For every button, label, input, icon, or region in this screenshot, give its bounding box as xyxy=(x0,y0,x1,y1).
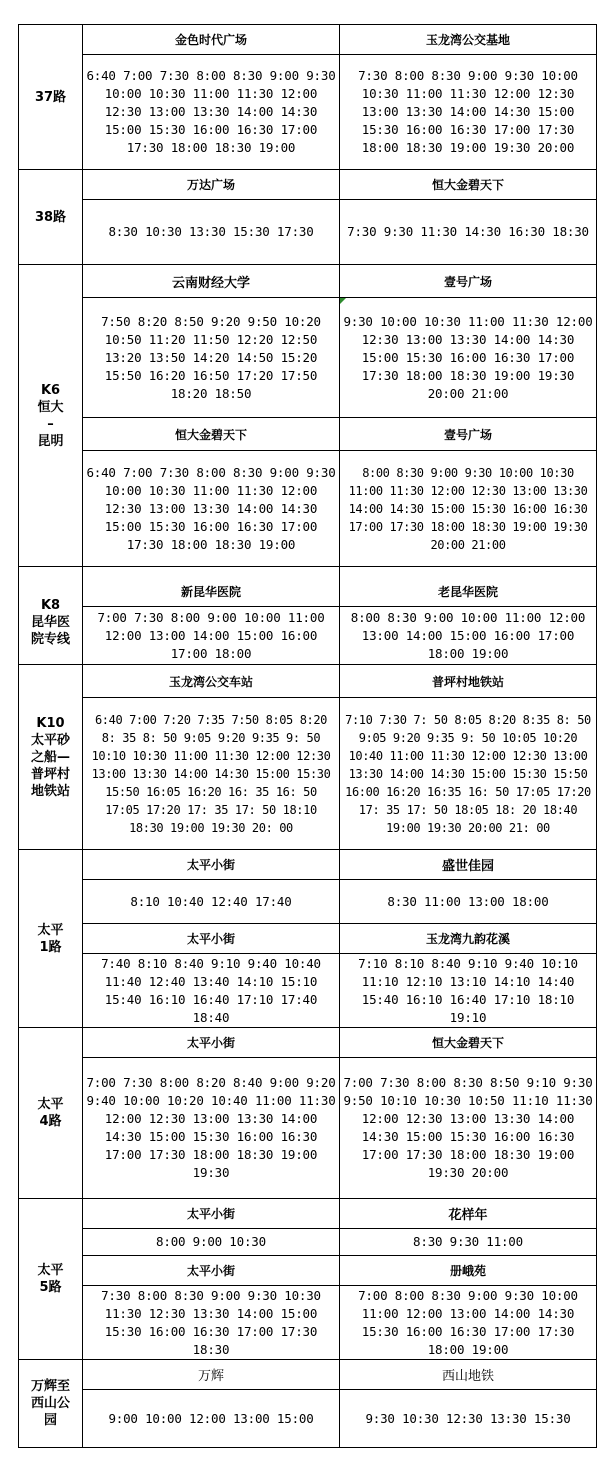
departure-times: 6:40 7:00 7:30 8:00 8:30 9:00 9:30 10:00 10:30 11:00 11:30 12:00 12:30 13:00 13:30 14:00 14:30 15:00 15:30 16:00 16:30 17:00 17:30 18:00 18:30 19:00 xyxy=(83,55,340,170)
departure-times: 7:30 9:30 11:30 14:30 16:30 18:30 xyxy=(340,200,597,265)
table-row xyxy=(19,1028,597,1058)
stop-name: 太平小街 xyxy=(83,924,340,954)
table-row xyxy=(19,665,597,698)
departure-times: 7:30 8:00 8:30 9:00 9:30 10:30 11:30 12:30 13:30 14:00 15:00 15:30 16:00 16:30 17:00 17:30 18:30 xyxy=(83,1286,340,1360)
departure-times: 8:30 10:30 13:30 15:30 17:30 xyxy=(83,200,340,265)
departure-times: 7:10 8:10 8:40 9:10 9:40 10:10 11:10 12:10 13:10 14:10 14:40 15:40 16:10 16:40 17:10 18:10 19:10 xyxy=(340,954,597,1028)
stop-name: 玉龙湾公交基地 xyxy=(340,25,597,55)
table-row xyxy=(19,298,597,418)
route-name-taiping-5: 太平 5路 xyxy=(19,1199,83,1360)
table-row xyxy=(19,1390,597,1448)
stop-name: 花样年 xyxy=(340,1199,597,1229)
stop-name: 云南财经大学 xyxy=(83,265,340,298)
table-row xyxy=(19,1256,597,1286)
stop-name: 西山地铁 xyxy=(340,1360,597,1390)
departure-times: 7:00 7:30 8:00 8:30 8:50 9:10 9:30 9:50 10:10 10:30 10:50 11:10 11:30 12:00 12:30 13:00 13:30 14:00 14:30 15:00 15:30 16:00 16:30 17:00 17:30 18:00 18:30 19:00 19:30 20:00 xyxy=(340,1058,597,1199)
stop-name: 壹号广场 xyxy=(340,418,597,451)
stop-name: 壹号广场 xyxy=(340,265,597,298)
table-row xyxy=(19,451,597,567)
departure-times: 7:30 8:00 8:30 9:00 9:30 10:00 10:30 11:00 11:30 12:00 12:30 13:00 13:30 14:00 14:30 15:00 15:30 16:00 16:30 17:00 17:30 18:00 18:30 19:00 19:30 20:00 xyxy=(340,55,597,170)
route-name-taiping-4: 太平 4路 xyxy=(19,1028,83,1199)
table-row xyxy=(19,1199,597,1229)
departure-times xyxy=(340,298,597,418)
stop-name: 册峨苑 xyxy=(340,1256,597,1286)
stop-name: 太平小街 xyxy=(83,850,340,880)
route-name-wanhui: 万辉至 西山公 园 xyxy=(19,1360,83,1448)
departure-times: 8:00 9:00 10:30 xyxy=(83,1229,340,1256)
departure-times: 8:00 8:30 9:00 10:00 11:00 12:00 13:00 14:00 15:00 16:00 17:00 18:00 19:00 xyxy=(340,607,597,665)
departure-times: 9:30 10:30 12:30 13:30 15:30 xyxy=(340,1390,597,1448)
departure-times: 8:00 8:30 9:00 9:30 10:00 10:30 11:00 11:30 12:00 12:30 13:00 13:30 14:00 14:30 15:00 15:30 16:00 16:30 17:00 17:30 18:00 18:30 19:00 19:30 20:00 21:00 xyxy=(340,451,597,567)
route-name-taiping-1: 太平 1路 xyxy=(19,850,83,1028)
table-row xyxy=(19,25,597,55)
table-row xyxy=(19,55,597,170)
departure-times: 8:30 11:00 13:00 18:00 xyxy=(340,880,597,924)
departure-times: 8:30 9:30 11:00 xyxy=(340,1229,597,1256)
departure-times: 7:50 8:20 8:50 9:20 9:50 10:20 10:50 11:20 11:50 12:20 12:50 13:20 13:50 14:20 14:50 15:20 15:50 16:20 16:50 17:20 17:50 18:20 18:50 xyxy=(83,298,340,418)
stop-name: 恒大金碧天下 xyxy=(340,1028,597,1058)
stop-name: 新昆华医院 xyxy=(83,567,340,607)
table-row xyxy=(19,265,597,298)
stop-name: 太平小街 xyxy=(83,1199,340,1229)
route-name-37: 37路 xyxy=(19,25,83,170)
stop-name: 恒大金碧天下 xyxy=(340,170,597,200)
table-row xyxy=(19,698,597,850)
table-row xyxy=(19,607,597,665)
stop-name: 金色时代广场 xyxy=(83,25,340,55)
departure-times: 7:10 7:30 7: 50 8:05 8:20 8:35 8: 50 9:05 9:20 9:35 9: 50 10:05 10:20 10:40 11:00 11:30 12:00 12:30 13:00 13:30 14:00 14:30 15:00 15:30 15:50 16:00 16:20 16:35 16: 50 17:05 17:20 17: 35 17: 50 18:05 18: 20 18:40 19:00 19:30 20:00 21: 00 xyxy=(340,698,597,850)
stop-name: 万辉 xyxy=(83,1360,340,1390)
route-name-38: 38路 xyxy=(19,170,83,265)
table-row xyxy=(19,880,597,924)
comment-marker xyxy=(340,298,346,304)
stop-name: 盛世佳园 xyxy=(340,850,597,880)
departure-times: 6:40 7:00 7:30 8:00 8:30 9:00 9:30 10:00 10:30 11:00 11:30 12:00 12:30 13:00 13:30 14:00 14:30 15:00 15:30 16:00 16:30 17:00 17:30 18:00 18:30 19:00 xyxy=(83,451,340,567)
table-row xyxy=(19,1229,597,1256)
route-name-k8: K8 昆华医 院专线 xyxy=(19,567,83,665)
bus-timetable xyxy=(18,24,597,1448)
stop-name: 普坪村地铁站 xyxy=(340,665,597,698)
departure-times: 8:10 10:40 12:40 17:40 xyxy=(83,880,340,924)
departure-times: 7:00 7:30 8:00 9:00 10:00 11:00 12:00 13:00 14:00 15:00 16:00 17:00 18:00 xyxy=(83,607,340,665)
table-row xyxy=(19,954,597,1028)
departure-times: 6:40 7:00 7:20 7:35 7:50 8:05 8:20 8: 35 8: 50 9:05 9:20 9:35 9: 50 10:10 10:30 11:00 11:30 12:00 12:30 13:00 13:30 14:00 14:30 15:00 15:30 15:50 16:05 16:20 16: 35 16: 50 17:05 17:20 17: 35 17: 50 18:10 18:30 19:00 19:30 20: 00 xyxy=(83,698,340,850)
stop-name: 老昆华医院 xyxy=(340,567,597,607)
table-row xyxy=(19,200,597,265)
table-row xyxy=(19,418,597,451)
stop-name: 玉龙湾九韵花溪 xyxy=(340,924,597,954)
table-row xyxy=(19,924,597,954)
table-row xyxy=(19,850,597,880)
departure-times: 7:40 8:10 8:40 9:10 9:40 10:40 11:40 12:40 13:40 14:10 15:10 15:40 16:10 16:40 17:10 17:40 18:40 xyxy=(83,954,340,1028)
stop-name: 太平小街 xyxy=(83,1256,340,1286)
stop-name: 玉龙湾公交车站 xyxy=(83,665,340,698)
departure-times: 7:00 7:30 8:00 8:20 8:40 9:00 9:20 9:40 10:00 10:20 10:40 11:00 11:30 12:00 12:30 13:00 13:30 14:00 14:30 15:00 15:30 16:00 16:30 17:00 17:30 18:00 18:30 19:00 19:30 xyxy=(83,1058,340,1199)
stop-name: 恒大金碧天下 xyxy=(83,418,340,451)
table-row xyxy=(19,567,597,607)
table-row xyxy=(19,1286,597,1360)
route-name-k6: K6 恒大 – 昆明 xyxy=(19,265,83,567)
table-row xyxy=(19,170,597,200)
route-name-k10: K10 太平砂 之船— 普坪村 地铁站 xyxy=(19,665,83,850)
stop-name: 万达广场 xyxy=(83,170,340,200)
departure-times: 7:00 8:00 8:30 9:00 9:30 10:00 11:00 12:00 13:00 14:00 14:30 15:30 16:00 16:30 17:00 17:30 18:00 19:00 xyxy=(340,1286,597,1360)
times-text: 9:30 10:00 10:30 11:00 11:30 12:00 12:30 13:00 13:30 14:00 14:30 15:00 15:30 16:00 16:30 17:00 17:30 18:00 18:30 19:00 19:30 20:00 21:00 xyxy=(343,313,593,401)
table-row xyxy=(19,1058,597,1199)
table-row xyxy=(19,1360,597,1390)
departure-times: 9:00 10:00 12:00 13:00 15:00 xyxy=(83,1390,340,1448)
stop-name: 太平小街 xyxy=(83,1028,340,1058)
